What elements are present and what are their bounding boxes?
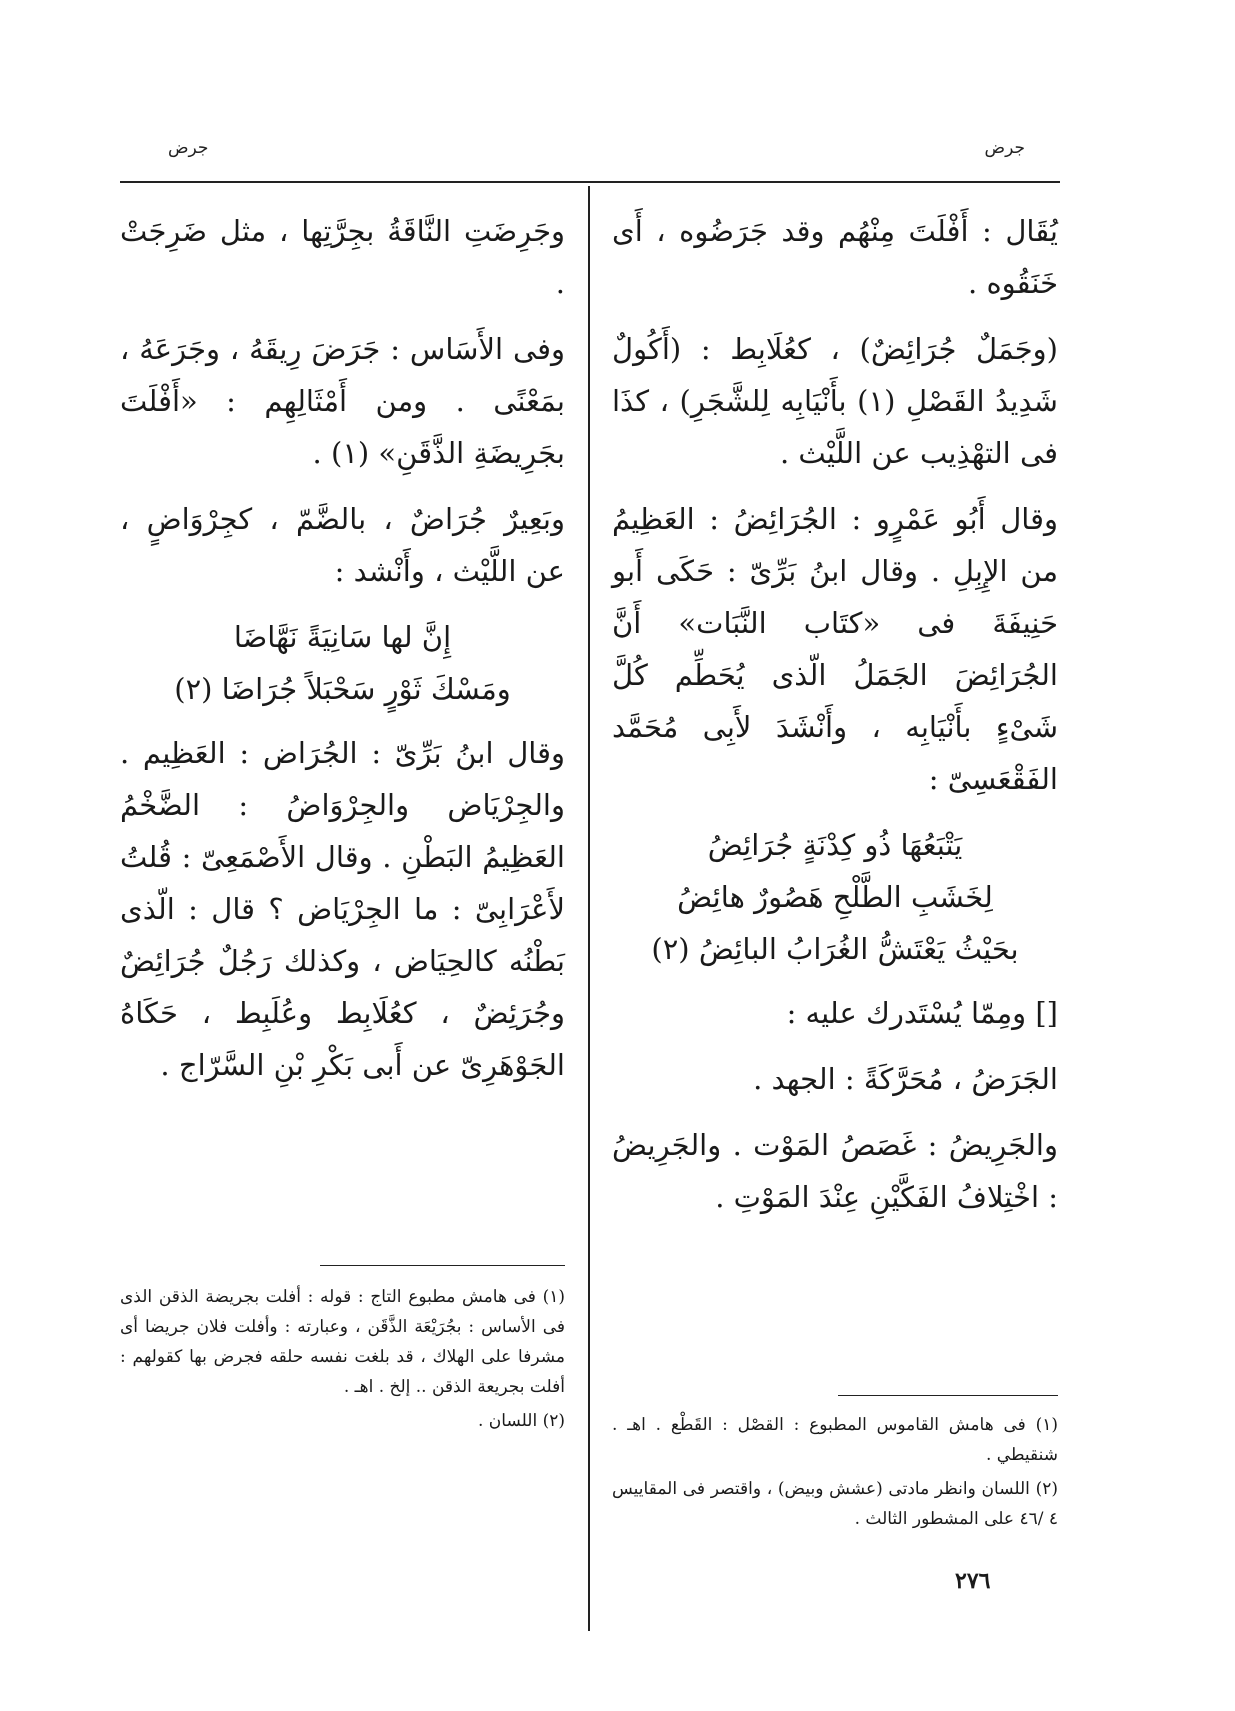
verse-block [120,611,565,715]
paragraph: يُقَال : أَفْلَتَ مِنْهُم وقد جَرَضُوه ، أَى خَنَقُوه . [612,214,1058,300]
paragraph: [] ومِمّا يُسْتَدرك عليه : [786,996,1058,1030]
verse-line: لِخَشَبِ الطَّلْحِ هَصُورٌ هائِضُ [677,880,993,914]
paragraph: وجَرِضَتِ النَّاقَةُ بجِرَّتِها ، مثل ضَرِجَتْ . [120,214,565,300]
paragraph: والجَرِيضُ : غَصَصُ المَوْت . والجَرِيضُ : اخْتِلافُ الفَكَّيْنِ عِنْدَ المَوْتِ . [612,1128,1058,1214]
footnote-rule-right [838,1395,1058,1396]
left-footnotes [120,1282,565,1440]
page-number: ٢٧٦ [955,1568,991,1594]
verse-line: ومَسْكَ ثَوْرٍ سَحْبَلاً جُرَاضَا (٢) [174,672,511,706]
running-header-right: جرض [984,138,1025,158]
paragraph: وبَعِيرٌ جُرَاضٌ ، بالضَّمّ ، كجِرْوَاضٍ ، عن اللَّيْث ، وأَنْشد : [120,502,565,588]
paragraph: وقال أَبُو عَمْرٍو : الجُرَائِضُ : العَظِيمُ من الإِبِلِ . وقال ابنُ بَرِّىّ : حَكَى أَبو حَنِيفَةَ فى «كتَاب النَّبَات» أَنَّ الجُرَائِضَ الجَمَلُ الّذى يُحَطِّم كُلَّ شَىْءٍ بأَنْيَابِه ، وأَنْشَدَ لأَبِى مُحَمَّد الفَقْعَسِىّ : [612,502,1058,796]
verse-line: بحَيْثُ يَعْتَشُّ الغُرَابُ البائِضُ (٢) [651,932,1019,966]
verse-line: يَتْبَعُهَا ذُو كِدْنَةٍ جُرَائِضُ [707,828,963,862]
footnote: (١) فى هامش القاموس المطبوع : القصْل : القَطْع . اهـ . شنقيطي . [612,1415,1058,1465]
header-rule [120,181,1060,183]
right-footnotes [612,1410,1058,1538]
right-column [612,205,1058,1237]
verse-line: إِنَّ لها سَانِيَةً نَهَّاضَا [233,620,452,654]
footnote: (١) فى هامش مطبوع التاج : قوله : أفلت بجريضة الذقن الذى فى الأساس : بجُرَيْعَة الذَّقَن ، وعبارته : وأفلت فلان جريضا أى مشرفا على الهلاك ، قد بلغت نفسه حلقه فجرض بها كقولهم : أفلت بجريعة الذقن .. إلخ . اهـ . [120,1287,565,1397]
footnote-rule-left [320,1265,565,1266]
paragraph: (وجَمَلٌ جُرَائِضٌ) ، كعُلَابِط : (أَكُولٌ شَدِيدُ القَصْلِ (١) بأَنْيَابِه لِلشَّجَرِ) ، كذَا فى التهْذِيب عن اللَّيْث . [612,332,1058,470]
paragraph: وفى الأَسَاس : جَرَضَ رِيقَهُ ، وجَرَعَهُ ، بمَعْنًى . ومن أَمْثَالِهِم : «أَفْلَتَ بجَرِيضَةِ الذَّقَنِ» (١) . [120,332,565,470]
left-column [120,205,565,1105]
paragraph: وقال ابنُ بَرِّىّ : الجُرَاض : العَظِيم . والجِرْيَاض والجِرْوَاضُ : الضَّخْمُ العَظِيمُ البَطْنِ . وقال الأَصْمَعِىّ : قُلتُ لأَعْرَابِىّ : ما الجِرْيَاض ؟ قال : الّذى بَطْنُه كالحِيَاض ، وكذلك رَجُلٌ جُرَائِضٌ وجُرَئِضٌ ، كعُلَابِط وعُلَبِط ، حَكَاهُ الجَوْهَرِىّ عن أَبى بَكْرِ بْنِ السَّرّاج . [120,736,565,1082]
verse-block [612,819,1058,975]
paragraph: الجَرَضُ ، مُحَرَّكَةً : الجهد . [753,1062,1058,1096]
footnote: (٢) اللسان وانظر مادتى (عشش وبيض) ، واقتصر فى المقاييس ٤ /٤٦ على المشطور الثالث . [612,1479,1059,1529]
column-divider [588,186,590,1631]
footnote: (٢) اللسان . [478,1411,565,1431]
running-header-left: جرض [168,138,209,158]
